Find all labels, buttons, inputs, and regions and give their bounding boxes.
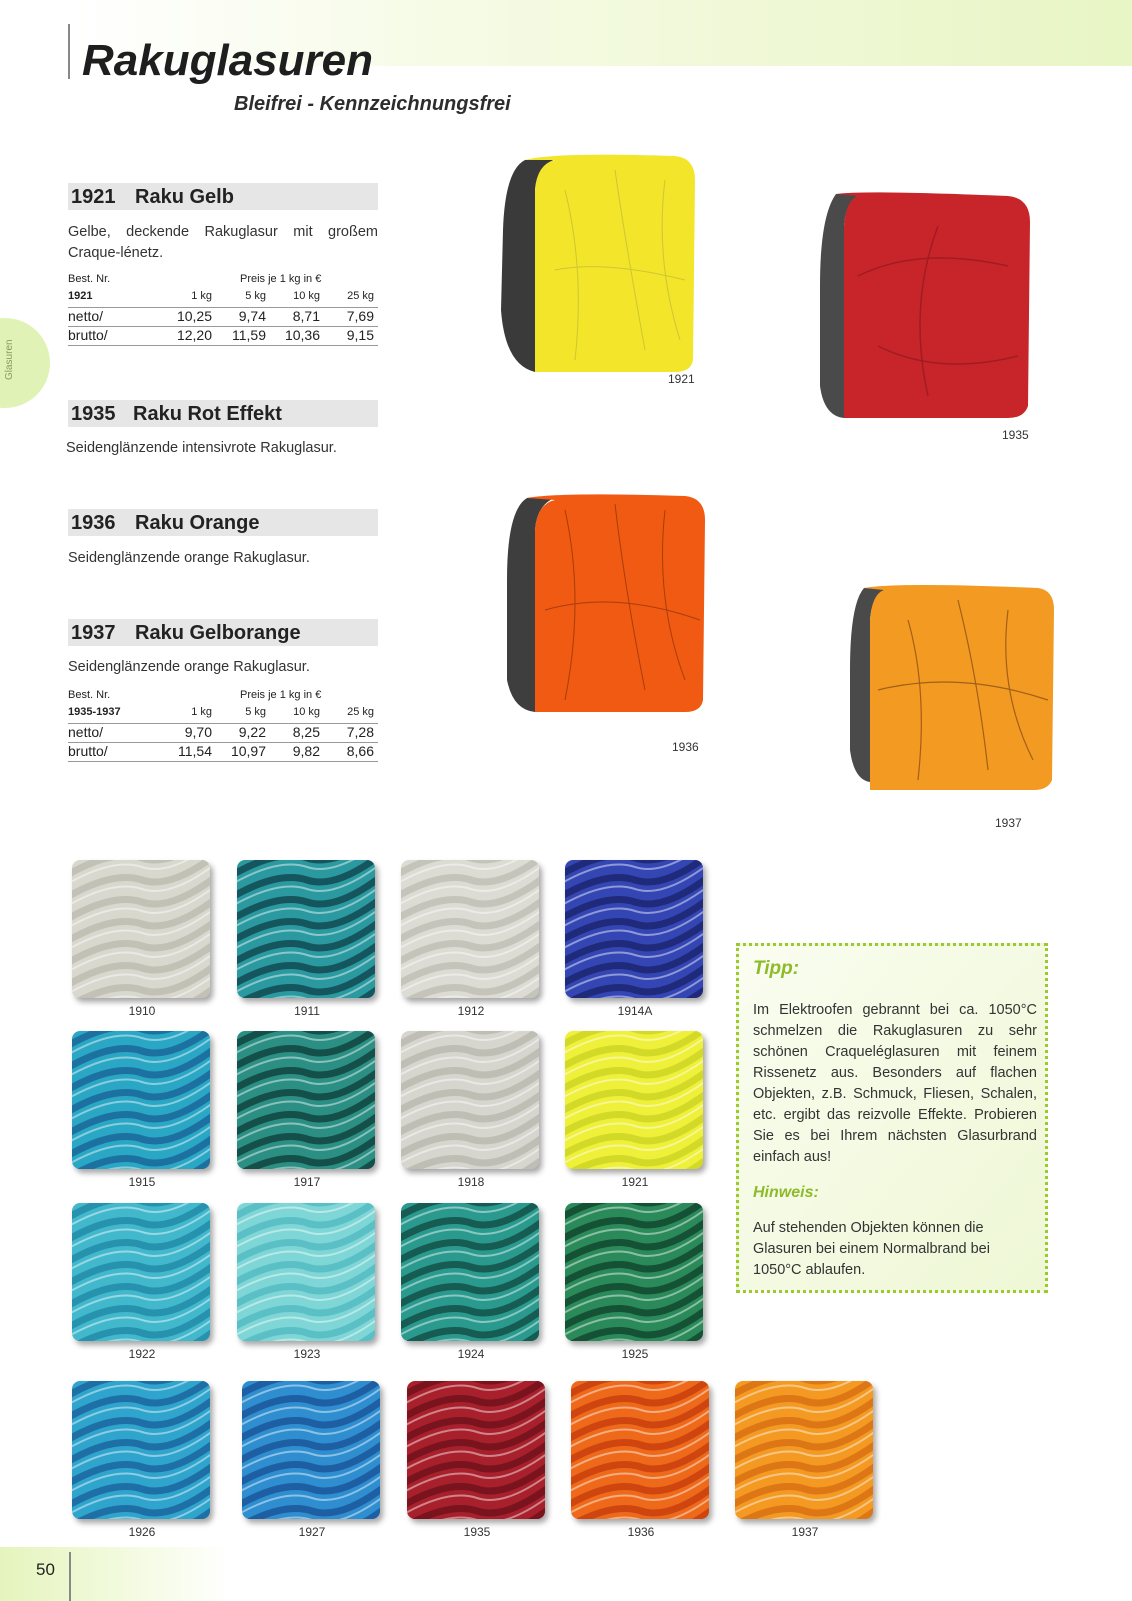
- glaze-surface: [525, 155, 695, 372]
- tile-caption: 1910: [128, 1004, 156, 1018]
- tile-caption: 1915: [128, 1175, 156, 1189]
- price-brutto-row: [68, 743, 378, 762]
- size-cell: 10 kg: [293, 290, 320, 302]
- price-cell: 8,66: [346, 743, 374, 759]
- product-name: Raku Gelb: [135, 186, 234, 208]
- footer-band: [0, 1547, 230, 1601]
- page-subtitle: Bleifrei - Kennzeichnungsfrei: [234, 93, 511, 115]
- product-description-1921: Gelbe, deckende Rakuglasur mit großem Craque-lénetz.: [68, 224, 378, 261]
- tile-caption: 1914A: [617, 1004, 653, 1018]
- price-netto-row: [68, 308, 378, 327]
- price-table-header: [68, 273, 378, 290]
- netto-label: netto/: [68, 724, 104, 740]
- tile-swatch: [565, 860, 703, 998]
- photo-1921: [495, 150, 710, 380]
- tile-caption: 1935: [463, 1525, 491, 1539]
- tile-caption: 1936: [627, 1525, 655, 1539]
- price-cell: 7,69: [346, 308, 374, 324]
- tile-caption: 1917: [293, 1175, 321, 1189]
- price-table-1935-1937: [68, 689, 378, 762]
- product-heading-1935: [68, 400, 378, 427]
- tip-heading: Tipp:: [753, 958, 800, 979]
- footer-accent-bar: [69, 1552, 71, 1601]
- tile-swatch: [565, 1031, 703, 1169]
- brutto-label: brutto/: [68, 327, 108, 343]
- product-description-1937: Seidenglänzende orange Rakuglasur.: [68, 659, 310, 675]
- price-cell: 8,25: [292, 724, 320, 740]
- product-name: Raku Gelborange: [135, 622, 301, 644]
- tile-swatch: [72, 1203, 210, 1341]
- price-table-1921: [68, 273, 378, 346]
- price-cell: 12,20: [176, 327, 212, 343]
- product-code: 1935: [71, 403, 116, 425]
- size-cell: 1 kg: [191, 290, 212, 302]
- price-cell: 8,71: [292, 308, 320, 324]
- price-netto-row: [68, 724, 378, 743]
- glaze-surface: [864, 585, 1054, 790]
- tile-swatch: [565, 1203, 703, 1341]
- size-cell: 25 kg: [347, 706, 374, 718]
- product-code: 1921: [71, 186, 116, 208]
- size-cell: 10 kg: [293, 706, 320, 718]
- tile-caption: 1925: [621, 1347, 649, 1361]
- photo-caption: 1936: [672, 740, 699, 754]
- photo-caption: 1937: [995, 816, 1022, 830]
- title-accent-bar: [68, 24, 70, 79]
- tile-swatch: [72, 860, 210, 998]
- tile-caption: 1912: [457, 1004, 485, 1018]
- size-cell: 1 kg: [191, 706, 212, 718]
- bestnr-label: Best. Nr.: [68, 273, 111, 285]
- price-cell: 9,22: [238, 724, 266, 740]
- product-heading-1936: [68, 509, 378, 536]
- price-cell: 9,74: [238, 308, 266, 324]
- bestnr-value: 1935-1937: [68, 706, 121, 718]
- photo-1936: [505, 490, 715, 730]
- netto-label: netto/: [68, 308, 104, 324]
- product-code: 1936: [71, 512, 116, 534]
- price-cell: 9,70: [184, 724, 212, 740]
- product-description-1935: Seidenglänzende intensivrote Rakuglasur.: [66, 440, 337, 456]
- tile-caption: 1926: [128, 1525, 156, 1539]
- photo-caption: 1935: [1002, 428, 1029, 442]
- tile-swatch: [735, 1381, 873, 1519]
- tile-swatch: [571, 1381, 709, 1519]
- tile-caption: 1927: [298, 1525, 326, 1539]
- price-label: Preis je 1 kg in €: [240, 273, 322, 285]
- price-cell: 11,54: [178, 743, 212, 759]
- tip-box: [736, 943, 1048, 1293]
- brutto-label: brutto/: [68, 743, 108, 759]
- price-cell: 9,15: [346, 327, 374, 343]
- price-cell: 9,82: [292, 743, 320, 759]
- tile-caption: 1921: [621, 1175, 649, 1189]
- photo-caption: 1921: [668, 372, 695, 386]
- tile-caption: 1922: [128, 1347, 156, 1361]
- tile-caption: 1923: [293, 1347, 321, 1361]
- bestnr-label: Best. Nr.: [68, 689, 111, 701]
- tile-caption: 1937: [791, 1525, 819, 1539]
- tile-caption: 1911: [294, 1004, 320, 1018]
- price-size-row: [68, 290, 378, 308]
- tile-swatch: [242, 1381, 380, 1519]
- product-heading-1937: [68, 619, 378, 646]
- tile-swatch: [72, 1381, 210, 1519]
- size-cell: 5 kg: [245, 706, 266, 718]
- price-brutto-row: [68, 327, 378, 346]
- tile-swatch: [237, 1203, 375, 1341]
- product-description-1936: Seidenglänzende orange Rakuglasur.: [68, 550, 310, 566]
- photo-1937: [848, 580, 1063, 805]
- note-text: Auf stehenden Objekten können die Glasuren bei einem Normalbrand bei 1050°C ablaufen.: [753, 1220, 990, 1278]
- tile-swatch: [401, 860, 539, 998]
- note-heading: Hinweis:: [753, 1184, 819, 1201]
- product-name: Raku Orange: [135, 512, 260, 534]
- price-cell: 11,59: [232, 327, 266, 343]
- glaze-surface: [836, 192, 1030, 418]
- price-table-header: [68, 689, 378, 706]
- size-cell: 25 kg: [347, 290, 374, 302]
- product-heading-1921: [68, 183, 378, 210]
- price-cell: 7,28: [346, 724, 374, 740]
- bestnr-value: 1921: [68, 290, 93, 302]
- tip-text: Im Elektroofen gebrannt bei ca. 1050°C schmelzen die Rakuglasuren zu sehr schönen Craqueléglasuren mit feinem Rissenetz aus. Besonders auf flachen Objekten, z.B. Schmuck, Fliesen, Schalen, etc. ergibt das reizvolle Effekte. Probieren Sie es bei Ihrem nächsten Glasurbrand einfach aus!: [753, 1002, 1037, 1165]
- tile-swatch: [237, 860, 375, 998]
- size-cell: 5 kg: [245, 290, 266, 302]
- tile-swatch: [237, 1031, 375, 1169]
- tile-swatch: [401, 1031, 539, 1169]
- price-label: Preis je 1 kg in €: [240, 689, 322, 701]
- tile-caption: 1924: [457, 1347, 485, 1361]
- price-cell: 10,36: [284, 327, 320, 343]
- price-size-row: [68, 706, 378, 724]
- price-cell: 10,97: [230, 743, 266, 759]
- side-tab-label: Glasuren: [4, 339, 15, 380]
- tile-caption: 1918: [457, 1175, 485, 1189]
- page-number: 50: [36, 1560, 55, 1579]
- product-name: Raku Rot Effekt: [133, 403, 282, 425]
- product-code: 1937: [71, 622, 116, 644]
- price-cell: 10,25: [176, 308, 212, 324]
- tile-swatch: [72, 1031, 210, 1169]
- glaze-surface: [527, 494, 705, 712]
- photo-1935: [818, 186, 1043, 426]
- tile-swatch: [407, 1381, 545, 1519]
- page-title: Rakuglasuren: [82, 36, 373, 85]
- tile-swatch: [401, 1203, 539, 1341]
